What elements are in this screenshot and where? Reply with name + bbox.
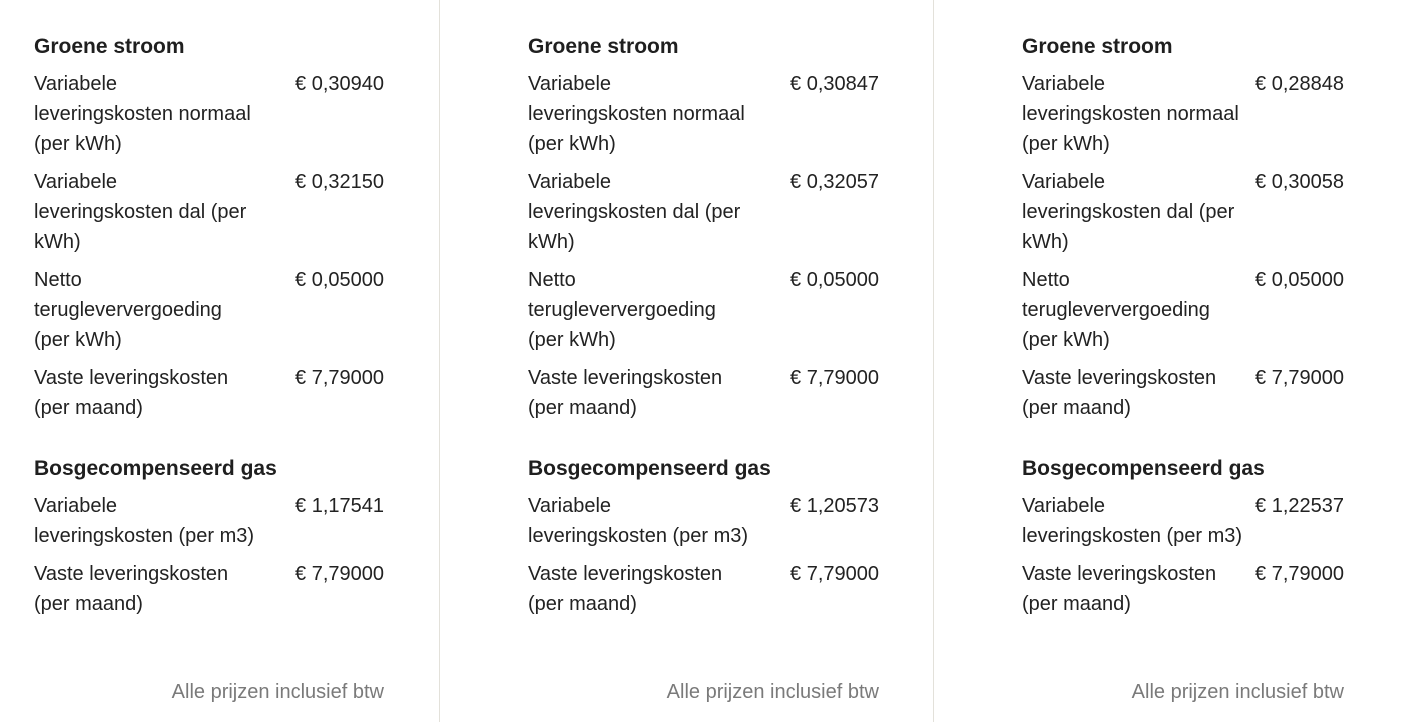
price-label: Variabele leveringskosten dal (per kWh)	[1022, 171, 1235, 253]
section-title-electricity: Groene stroom	[34, 35, 185, 58]
gas-section	[1022, 455, 1344, 619]
price-value: € 7,79000	[1255, 563, 1344, 585]
price-value: € 0,32150	[295, 171, 384, 193]
price-value: € 7,79000	[790, 367, 879, 389]
price-row	[528, 265, 879, 355]
price-value: € 0,30847	[790, 73, 879, 95]
gas-section	[528, 455, 879, 619]
electricity-section	[34, 33, 384, 423]
section-title-electricity: Groene stroom	[1022, 35, 1173, 58]
price-label: Vaste leveringskosten (per maand)	[528, 563, 723, 615]
price-label: Variabele leveringskosten (per m3)	[1022, 495, 1243, 547]
price-value: € 0,30940	[295, 73, 384, 95]
price-label: Vaste leveringskosten (per maand)	[34, 563, 229, 615]
vat-footnote: Alle prijzen inclusief btw	[171, 681, 384, 703]
price-label: Vaste leveringskosten (per maand)	[34, 367, 229, 419]
gas-section	[34, 455, 384, 619]
vat-footnote: Alle prijzen inclusief btw	[666, 681, 879, 703]
price-row	[1022, 491, 1344, 551]
price-row	[34, 167, 384, 257]
price-value: € 0,05000	[295, 269, 384, 291]
price-value: € 7,79000	[790, 563, 879, 585]
price-row	[34, 69, 384, 159]
price-label: Variabele leveringskosten (per m3)	[34, 495, 255, 547]
price-label: Variabele leveringskosten normaal (per kWh)	[1022, 73, 1239, 155]
price-label: Variabele leveringskosten normaal (per kWh)	[528, 73, 745, 155]
price-row	[528, 559, 879, 619]
price-row	[34, 363, 384, 423]
price-label: Netto terugleververgoeding (per kWh)	[528, 269, 716, 351]
price-value: € 7,79000	[295, 563, 384, 585]
price-row	[34, 559, 384, 619]
price-value: € 7,79000	[295, 367, 384, 389]
price-row	[1022, 559, 1344, 619]
price-row	[1022, 69, 1344, 159]
price-label: Variabele leveringskosten dal (per kWh)	[528, 171, 741, 253]
electricity-section	[528, 33, 879, 423]
price-row	[34, 265, 384, 355]
section-title-electricity: Groene stroom	[528, 35, 679, 58]
section-title-gas: Bosgecompenseerd gas	[34, 457, 277, 480]
price-row	[1022, 167, 1344, 257]
price-label: Netto terugleververgoeding (per kWh)	[34, 269, 222, 351]
price-row	[528, 491, 879, 551]
price-row	[34, 491, 384, 551]
price-label: Variabele leveringskosten (per m3)	[528, 495, 749, 547]
price-value: € 1,22537	[1255, 495, 1344, 517]
price-value: € 7,79000	[1255, 367, 1344, 389]
price-row	[528, 69, 879, 159]
price-label: Variabele leveringskosten dal (per kWh)	[34, 171, 247, 253]
electricity-section	[1022, 33, 1344, 423]
section-title-gas: Bosgecompenseerd gas	[528, 457, 771, 480]
tariff-column-3	[933, 0, 1373, 722]
vat-footnote: Alle prijzen inclusief btw	[1131, 681, 1344, 703]
price-label: Variabele leveringskosten normaal (per kWh)	[34, 73, 251, 155]
price-label: Vaste leveringskosten (per maand)	[1022, 367, 1217, 419]
price-row	[1022, 363, 1344, 423]
tariff-column-2	[439, 0, 933, 722]
price-label: Vaste leveringskosten (per maand)	[1022, 563, 1217, 615]
price-value: € 0,28848	[1255, 73, 1344, 95]
tariff-column-1	[0, 0, 439, 722]
price-label: Vaste leveringskosten (per maand)	[528, 367, 723, 419]
section-title-gas: Bosgecompenseerd gas	[1022, 457, 1265, 480]
price-value: € 0,05000	[1255, 269, 1344, 291]
price-value: € 0,05000	[790, 269, 879, 291]
price-value: € 0,32057	[790, 171, 879, 193]
price-label: Netto terugleververgoeding (per kWh)	[1022, 269, 1210, 351]
price-value: € 1,17541	[295, 495, 384, 517]
price-row	[528, 167, 879, 257]
price-value: € 1,20573	[790, 495, 879, 517]
price-row	[528, 363, 879, 423]
price-value: € 0,30058	[1255, 171, 1344, 193]
price-row	[1022, 265, 1344, 355]
